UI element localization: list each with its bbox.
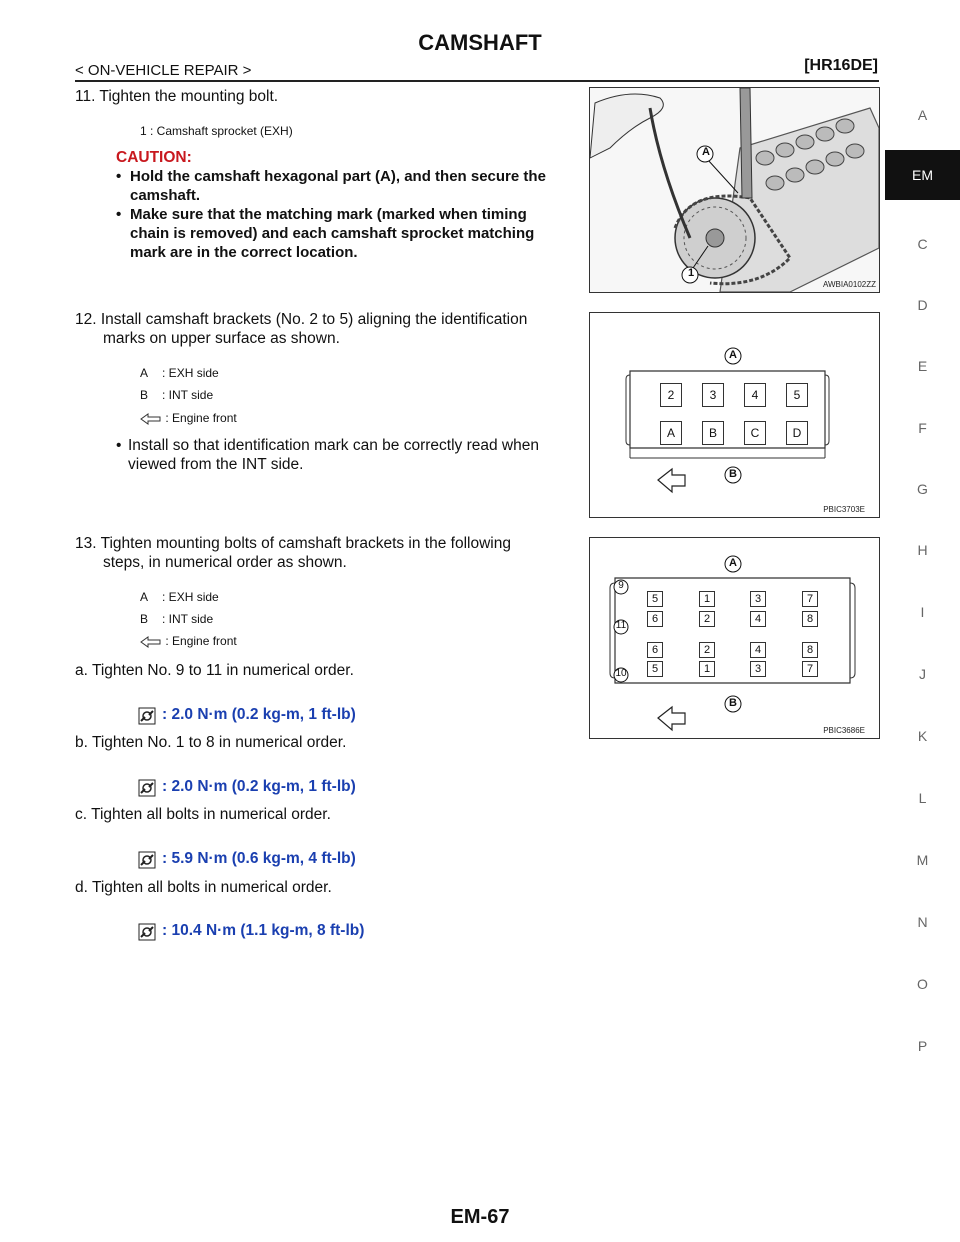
figure-bolt-tightening-order xyxy=(589,537,880,739)
bolt-grid xyxy=(642,591,842,675)
bolt-row xyxy=(642,611,842,629)
caution-list xyxy=(116,167,579,262)
engine-label: [HR16DE] xyxy=(804,57,878,74)
side-index-active-label: EM xyxy=(912,167,933,183)
figure2-drawing xyxy=(590,313,879,517)
torque-wrench-icon xyxy=(138,923,156,941)
bracket-letter-box: C xyxy=(744,421,766,445)
side-index-p[interactable]: P xyxy=(917,1038,928,1054)
bolt-number: 5 xyxy=(647,591,663,607)
section-label: < ON-VEHICLE REPAIR > xyxy=(75,62,252,79)
step13-legend-a: A : EXH side xyxy=(140,590,219,604)
bracket-number-box: 4 xyxy=(744,383,766,407)
bolt-number: 2 xyxy=(699,611,715,627)
engine-front-arrow-icon xyxy=(140,413,162,425)
step12-legend-front: : Engine front xyxy=(140,411,237,425)
torque-wrench-icon xyxy=(138,779,156,797)
caution-item-1: • Hold the camshaft hexagonal part (A), and then secure the xyxy=(116,168,546,185)
figure1-ref: AWBIA0102ZZ xyxy=(822,280,876,289)
bracket-letter-box: A xyxy=(660,421,682,445)
figure2-callout-a: A xyxy=(729,349,737,361)
figure3-ref: PBIC3686E xyxy=(823,726,865,735)
bolt-row xyxy=(642,591,842,609)
side-index-l[interactable]: L xyxy=(918,790,927,806)
side-index-g[interactable]: G xyxy=(917,481,928,497)
bolt-number: 6 xyxy=(647,642,663,658)
side-index-o[interactable]: O xyxy=(917,976,928,992)
bolt-number: 6 xyxy=(647,611,663,627)
bolt-number: 4 xyxy=(750,611,766,627)
caution-item-2-cont-2: mark are in the correct location. xyxy=(130,244,358,261)
bolt-number: 7 xyxy=(802,661,818,677)
bolt-number: 1 xyxy=(699,591,715,607)
substep-a: a. Tighten No. 9 to 11 in numerical order. xyxy=(75,662,354,679)
bolt-number: 8 xyxy=(802,642,818,658)
side-index-h[interactable]: H xyxy=(917,542,928,558)
step13-legend-front: : Engine front xyxy=(140,634,237,648)
side-index-k[interactable]: K xyxy=(917,728,928,744)
side-index-c[interactable]: C xyxy=(917,236,928,252)
bolt-number-9: 9 xyxy=(618,580,624,591)
step12-note: • Install so that identification mark can be correctly read when viewed from the INT side. xyxy=(116,437,539,473)
caution-item-2-cont-1: chain is removed) and each camshaft sprocket matching xyxy=(130,225,535,242)
side-index-i[interactable]: I xyxy=(920,604,925,620)
caution-title: CAUTION: xyxy=(116,149,192,166)
figure-camshaft-sprocket xyxy=(589,87,880,293)
side-index-f[interactable]: F xyxy=(918,420,927,436)
torque-wrench-icon xyxy=(138,851,156,869)
header-divider xyxy=(75,80,879,82)
substep-b: b. Tighten No. 1 to 8 in numerical order. xyxy=(75,734,347,751)
caution-item-2: • Make sure that the matching mark (marked when timing xyxy=(116,206,527,223)
side-index-e[interactable]: E xyxy=(917,358,928,374)
side-index-a[interactable]: A xyxy=(917,107,928,123)
step-13-text: 13. Tighten mounting bolts of camshaft brackets in the following steps, in numerical order as shown. xyxy=(75,535,511,571)
step12-legend-a: A : EXH side xyxy=(140,366,219,380)
figure1-callout-a: A xyxy=(702,146,710,158)
bolt-number-11: 11 xyxy=(615,620,627,631)
bolt-number: 3 xyxy=(750,661,766,677)
step13-legend-b: B : INT side xyxy=(140,612,214,626)
figure-bracket-identification xyxy=(589,312,880,518)
figure2-ref: PBIC3703E xyxy=(823,505,865,514)
bracket-number-box: 2 xyxy=(660,383,682,407)
bracket-number-box: 5 xyxy=(786,383,808,407)
figure-camshaft-sprocket-drawing xyxy=(590,88,879,292)
side-index-active[interactable] xyxy=(885,150,960,200)
step-12-text: 12. Install camshaft brackets (No. 2 to 5) aligning the identification marks on upper surface as shown. xyxy=(75,311,528,347)
bolt-number: 8 xyxy=(802,611,818,627)
caution-item-1-cont: camshaft. xyxy=(130,187,201,204)
figure3-callout-b: B xyxy=(729,697,737,709)
bolt-number: 3 xyxy=(750,591,766,607)
bolt-row xyxy=(642,661,842,679)
torque-spec-d: : 10.4 N·m (1.1 kg-m, 8 ft-lb) xyxy=(162,922,365,939)
torque-wrench-icon xyxy=(138,707,156,725)
substep-c: c. Tighten all bolts in numerical order. xyxy=(75,806,331,823)
torque-spec-b: : 2.0 N·m (0.2 kg-m, 1 ft-lb) xyxy=(162,778,356,795)
bracket-letter-box: D xyxy=(786,421,808,445)
bolt-number: 5 xyxy=(647,661,663,677)
bolt-number-10: 10 xyxy=(615,668,627,679)
figure1-callout-1: 1 xyxy=(687,267,695,279)
bolt-number: 4 xyxy=(750,642,766,658)
bolt-number: 1 xyxy=(699,661,715,677)
page-number: EM-67 xyxy=(450,1206,510,1228)
bracket-letter-box: B xyxy=(702,421,724,445)
figure2-callout-b: B xyxy=(729,468,737,480)
side-index-n[interactable]: N xyxy=(917,914,928,930)
step-11-text: 11. Tighten the mounting bolt. xyxy=(75,88,279,105)
bracket-number-box: 3 xyxy=(702,383,724,407)
engine-front-arrow-icon xyxy=(140,636,162,648)
side-index-m[interactable]: M xyxy=(916,852,929,868)
step-11-legend: 1 : Camshaft sprocket (EXH) xyxy=(140,124,293,138)
torque-spec-a: : 2.0 N·m (0.2 kg-m, 1 ft-lb) xyxy=(162,706,356,723)
page-title: CAMSHAFT xyxy=(418,30,542,55)
figure3-callout-a: A xyxy=(729,557,737,569)
bolt-number: 2 xyxy=(699,642,715,658)
bolt-row xyxy=(642,642,842,660)
torque-spec-c: : 5.9 N·m (0.6 kg-m, 4 ft-lb) xyxy=(162,850,356,867)
side-index-j[interactable]: J xyxy=(919,666,926,682)
substep-d: d. Tighten all bolts in numerical order. xyxy=(75,879,332,896)
side-index-d[interactable]: D xyxy=(917,297,928,313)
bolt-number: 7 xyxy=(802,591,818,607)
step12-legend-b: B : INT side xyxy=(140,388,214,402)
